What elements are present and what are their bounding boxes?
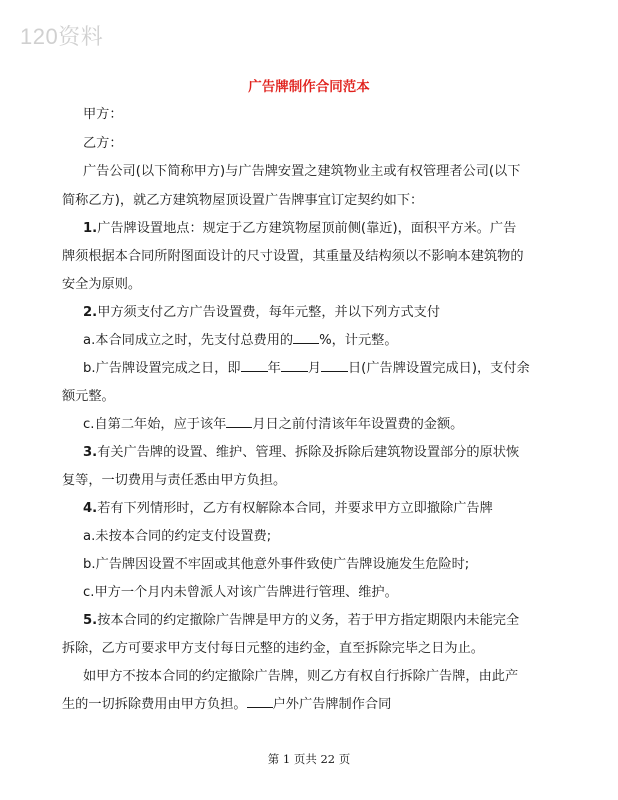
- clause-2b-prefix: b.广告牌设置完成之日，即: [83, 361, 241, 376]
- clause-2b-line-2: 额元整。: [62, 389, 115, 404]
- party-a-line: 甲方：: [83, 107, 123, 122]
- clause-3-number: 3.: [83, 445, 98, 460]
- percent-blank: [293, 331, 319, 344]
- clause-3-line-1: [83, 441, 563, 460]
- clause-2a-prefix: a.本合同成立之时，先支付总费用的: [83, 333, 294, 348]
- clause-2b-line-1: [83, 357, 563, 376]
- year-blank: [241, 359, 268, 372]
- party-b-line: 乙方：: [83, 136, 123, 151]
- clause-4a-line: a.未按本合同的约定支付设置费;: [83, 529, 272, 544]
- closing-prefix: 生的一切拆除费用由甲方负担。: [62, 697, 247, 712]
- intro-line-2: 简称乙方)，就乙方建筑物屋顶设置广告牌事宜订定契约如下：: [62, 193, 424, 208]
- clause-5-text: 按本合同的约定撤除广告牌是甲方的义务，若于甲方指定期限内未能完全: [97, 613, 520, 628]
- intro-line-1: 广告公司(以下简称甲方)与广告牌安置之建筑物业主或有权管理者公司(以下: [83, 164, 521, 179]
- clause-2c-suffix: 月日之前付清该年年设置费的金额。: [252, 417, 464, 432]
- clause-2c-line: [83, 413, 563, 432]
- clause-2-number: 2.: [83, 305, 98, 320]
- clause-3-line-2: 复等，一切费用与责任悉由甲方负担。: [62, 473, 287, 488]
- clause-2a-line: [83, 329, 563, 348]
- clause-4-text: 若有下列情形时，乙方有权解除本合同，并要求甲方立即撤除广告牌: [97, 501, 493, 516]
- clause-1-line-1: [83, 217, 563, 236]
- clause-1-line-3: 安全为原则。: [62, 277, 142, 292]
- day-blank: [321, 359, 348, 372]
- clause-1-line-2: 牌须根据本合同所附图面设计的尺寸设置，其重量及结构须以不影响本建筑物的: [62, 249, 524, 264]
- month-label: 月: [307, 361, 321, 376]
- clause-2b-suffix: 日(广告牌设置完成日)，支付余: [348, 361, 530, 376]
- clause-1-text: 广告牌设置地点：规定于乙方建筑物屋顶前侧(靠近)，面积平方米。广告: [97, 221, 517, 236]
- clause-2c-prefix: c.自第二年始，应于该年: [83, 417, 227, 432]
- page-title: 广告牌制作合同范本: [248, 79, 370, 95]
- clause-4-number: 4.: [83, 501, 98, 516]
- clause-2-text: 甲方须支付乙方广告设置费，每年元整，并以下列方式支付: [97, 305, 441, 320]
- clause-1-number: 1.: [83, 221, 98, 236]
- closing-blank: [247, 695, 273, 708]
- watermark-logo: 120资料: [20, 24, 104, 49]
- closing-line-2: [62, 693, 542, 712]
- clause-4-line: [83, 497, 563, 516]
- month-deadline-blank: [226, 415, 252, 428]
- clause-2a-suffix: %，计元整。: [319, 333, 398, 348]
- month-blank: [281, 359, 308, 372]
- clause-5-line-2: 拆除，乙方可要求甲方支付每日元整的违约金，直至拆除完毕之日为止。: [62, 641, 484, 656]
- clause-2-line: [83, 301, 563, 320]
- clause-4b-line: b.广告牌因设置不牢固或其他意外事件致使广告牌设施发生危险时;: [83, 557, 470, 572]
- page-footer: 第 1 页共 22 页: [267, 752, 351, 766]
- closing-suffix: 户外广告牌制作合同: [272, 697, 392, 712]
- clause-5-line-1: [83, 609, 563, 628]
- clause-3-text: 有关广告牌的设置、维护、管理、拆除及拆除后建筑物设置部分的原状恢: [97, 445, 520, 460]
- clause-5-number: 5.: [83, 613, 98, 628]
- clause-4c-line: c.甲方一个月内未曾派人对该广告牌进行管理、维护。: [83, 585, 398, 600]
- closing-line-1: 如甲方不按本合同的约定撤除广告牌，则乙方有权自行拆除广告牌，由此产: [83, 669, 519, 684]
- year-label: 年: [267, 361, 281, 376]
